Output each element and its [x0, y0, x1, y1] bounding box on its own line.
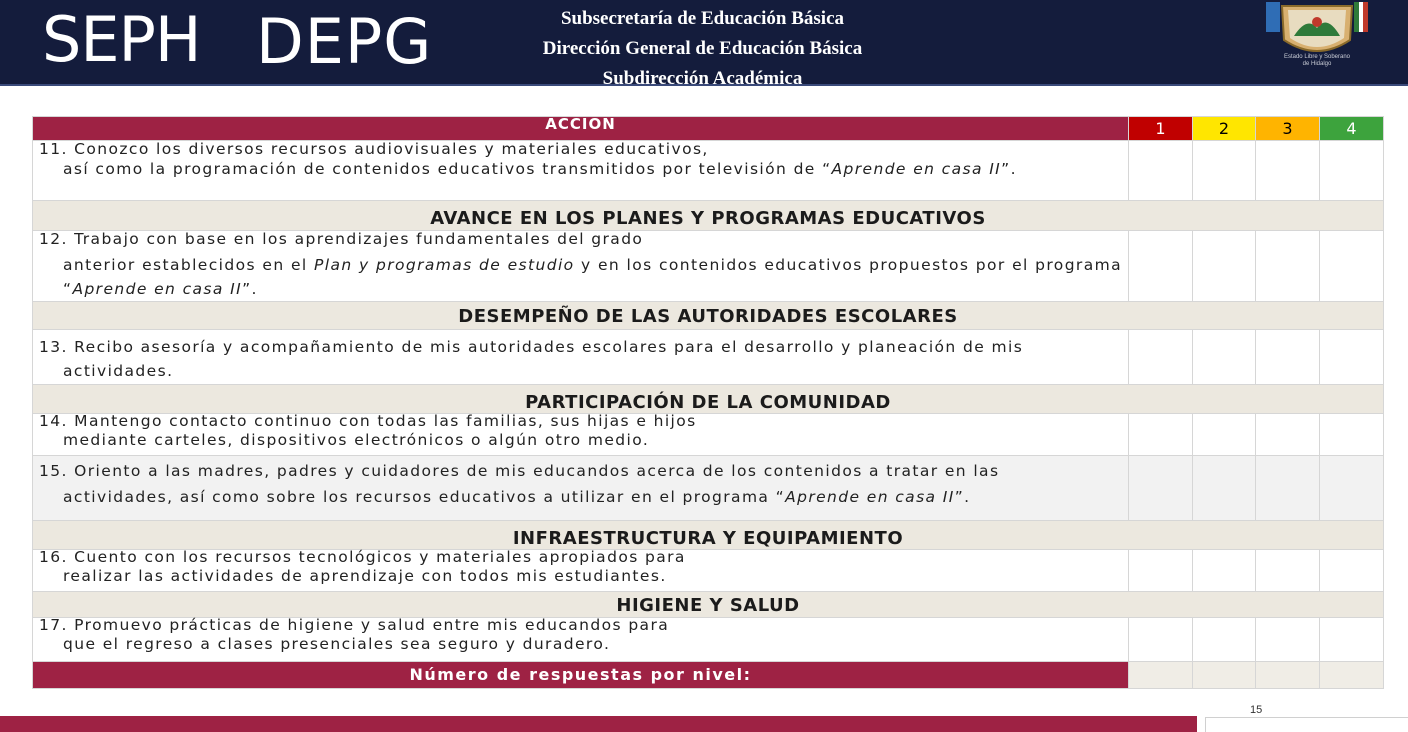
page-number: 15: [1250, 704, 1263, 716]
depg-logo: DEPG: [256, 5, 433, 78]
item-12-rest: [39, 247, 1122, 301]
header-banner: [0, 0, 1408, 89]
table-header-row: [33, 117, 1384, 141]
item-15-line-1: 15. Oriento a las madres, padres y cuidadores de mis educandos acerca de los contenidos a tratar en las: [39, 462, 1000, 480]
item-17-rest: que el regreso a clases presenciales sea seguro y duradero.: [63, 635, 611, 653]
item-16-level-3-cell[interactable]: [1256, 550, 1320, 592]
item-14-level-1-cell[interactable]: [1129, 414, 1193, 456]
item-12-program-name: Aprende en casa II: [72, 280, 243, 298]
section-row-higiene: [33, 592, 1384, 618]
table-row-item-17: [33, 618, 1384, 662]
item-15-rest-b: ”.: [954, 488, 971, 506]
item-16-level-4-cell[interactable]: [1320, 550, 1384, 592]
item-17-level-3-cell[interactable]: [1256, 618, 1320, 662]
item-11-level-3-cell[interactable]: [1256, 141, 1320, 201]
item-15-level-2-cell[interactable]: [1193, 456, 1256, 521]
item-15-level-1-cell[interactable]: [1129, 456, 1193, 521]
section-desempeno-title: DESEMPEÑO DE LAS AUTORIDADES ESCOLARES: [33, 302, 1384, 330]
item-11-program-name: Aprende en casa II: [831, 160, 1002, 178]
item-15-level-4-cell[interactable]: [1320, 456, 1384, 521]
item-14-level-3-cell[interactable]: [1256, 414, 1320, 456]
item-11-line-1: 11. Conozco los diversos recursos audiovisuales y materiales educativos,: [39, 140, 709, 158]
survey-table: [32, 116, 1384, 689]
section-row-infraestructura: [33, 521, 1384, 550]
item-12-text: [33, 231, 1129, 302]
item-11-text: [33, 141, 1129, 201]
item-13-level-1-cell[interactable]: [1129, 330, 1193, 385]
item-11-rest: [39, 157, 1122, 181]
item-13-rest: actividades.: [63, 362, 174, 380]
item-17-level-4-cell[interactable]: [1320, 618, 1384, 662]
header-line-3: Subdirección Académica: [602, 68, 803, 89]
item-12-level-2-cell[interactable]: [1193, 231, 1256, 302]
section-row-participacion: [33, 385, 1384, 414]
table-row-item-13: [33, 330, 1384, 385]
item-12-level-3-cell[interactable]: [1256, 231, 1320, 302]
item-14-level-2-cell[interactable]: [1193, 414, 1256, 456]
item-17-text: [33, 618, 1129, 662]
item-14-line-1: 14. Mantengo contacto continuo con todas las familias, sus hijas e hijos: [39, 412, 697, 430]
header-line-1: Subsecretaría de Educación Básica: [560, 8, 845, 29]
item-14-level-4-cell[interactable]: [1320, 414, 1384, 456]
item-12-rest-c: ”.: [242, 280, 258, 298]
level-2-header: 2: [1193, 117, 1256, 141]
item-16-text: [33, 550, 1129, 592]
item-13-level-3-cell[interactable]: [1256, 330, 1320, 385]
item-16-level-1-cell[interactable]: [1129, 550, 1193, 592]
item-14-text: [33, 414, 1129, 456]
item-13-text: [33, 330, 1129, 385]
item-13-level-2-cell[interactable]: [1193, 330, 1256, 385]
crest-caption-line-2: de Hidalgo: [1302, 61, 1332, 67]
section-row-desempeno: [33, 302, 1384, 330]
item-13-line-1: 13. Recibo asesoría y acompañamiento de mis autoridades escolares para el desarrollo y planeación de mis: [39, 338, 1024, 356]
table-row-item-11: [33, 141, 1384, 201]
section-higiene-title: HIGIENE Y SALUD: [33, 592, 1384, 618]
level-1-header: 1: [1129, 117, 1193, 141]
item-17-line-1: 17. Promuevo prácticas de higiene y salud entre mis educandos para: [39, 616, 670, 634]
count-level-4-cell[interactable]: [1320, 662, 1384, 689]
item-12-line-1: 12. Trabajo con base en los aprendizajes fundamentales del grado: [39, 230, 644, 248]
crest-caption: [1262, 54, 1372, 68]
item-16-line-1: 16. Cuento con los recursos tecnológicos y materiales apropiados para: [39, 548, 686, 566]
item-12-level-1-cell[interactable]: [1129, 231, 1193, 302]
level-3-header: 3: [1256, 117, 1320, 141]
item-11-level-1-cell[interactable]: [1129, 141, 1193, 201]
header-titles: [470, 4, 935, 94]
footer-bar: [0, 716, 1197, 732]
item-11-level-4-cell[interactable]: [1320, 141, 1384, 201]
item-12-rest-a: anterior establecidos en el: [63, 256, 314, 274]
item-11-rest-b: ”.: [1001, 160, 1017, 178]
responses-per-level-label: Número de respuestas por nivel:: [33, 662, 1129, 689]
item-12-rest-b: y en los contenidos educativos propuestos por el programa “: [63, 256, 1122, 298]
section-avance-title: AVANCE EN LOS PLANES Y PROGRAMAS EDUCATIVOS: [33, 201, 1384, 231]
level-4-header: 4: [1320, 117, 1384, 141]
item-15-program-name: Aprende en casa II: [785, 488, 955, 506]
item-11-level-2-cell[interactable]: [1193, 141, 1256, 201]
item-15-text: [33, 456, 1129, 521]
item-13-level-4-cell[interactable]: [1320, 330, 1384, 385]
item-16-level-2-cell[interactable]: [1193, 550, 1256, 592]
item-16-rest: realizar las actividades de aprendizaje con todos mis estudiantes.: [63, 567, 667, 585]
section-participacion-title: PARTICIPACIÓN DE LA COMUNIDAD: [33, 385, 1384, 414]
item-14-rest: mediante carteles, dispositivos electrónicos o algún otro medio.: [63, 431, 650, 449]
item-15-rest-a: actividades, así como sobre los recursos educativos a utilizar en el programa “: [63, 488, 786, 506]
item-12-level-4-cell[interactable]: [1320, 231, 1384, 302]
item-15-level-3-cell[interactable]: [1256, 456, 1320, 521]
table-row-item-15: [33, 456, 1384, 521]
table-row-item-12: [33, 231, 1384, 302]
section-row-avance: [33, 201, 1384, 231]
seph-logo: SEPH: [42, 3, 201, 76]
item-12-plan-name: Plan y programas de estudio: [314, 256, 575, 274]
crest-caption-line-1: Estado Libre y Soberano: [1283, 54, 1351, 60]
table-row-item-14: [33, 414, 1384, 456]
accion-header: ACCION: [33, 117, 1129, 141]
section-infraestructura-title: INFRAESTRUCTURA Y EQUIPAMIENTO: [33, 521, 1384, 550]
item-11-rest-a: así como la programación de contenidos educativos transmitidos por televisión de “: [63, 160, 832, 178]
page-number-divider-vertical: [1205, 717, 1206, 732]
count-level-2-cell[interactable]: [1193, 662, 1256, 689]
header-line-2: Dirección General de Educación Básica: [542, 38, 863, 59]
table-footer-row: [33, 662, 1384, 689]
count-level-1-cell[interactable]: [1129, 662, 1193, 689]
item-17-level-2-cell[interactable]: [1193, 618, 1256, 662]
count-level-3-cell[interactable]: [1256, 662, 1320, 689]
table-row-item-16: [33, 550, 1384, 592]
item-17-level-1-cell[interactable]: [1129, 618, 1193, 662]
page-number-divider: [1205, 717, 1408, 718]
item-15-rest: [39, 484, 1122, 510]
